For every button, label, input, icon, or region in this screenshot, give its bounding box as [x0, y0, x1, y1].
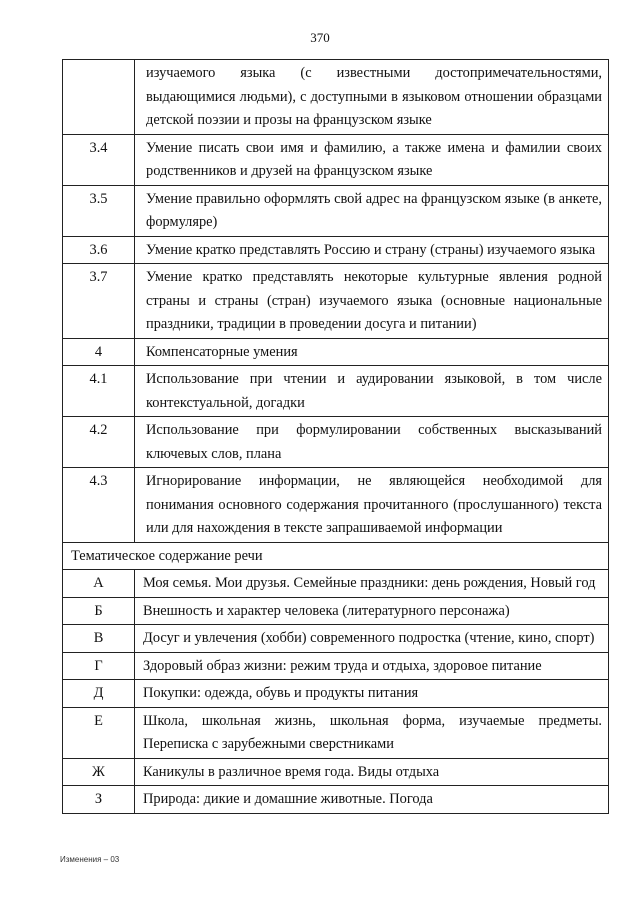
table-row: [63, 758, 609, 786]
row-text: Досуг и увлечения (хобби) современного подростка (чтение, кино, спорт): [135, 625, 609, 653]
table-row: [63, 597, 609, 625]
content-table: [62, 59, 609, 814]
section-row: [63, 542, 609, 570]
row-letter: Г: [63, 652, 135, 680]
row-letter: Д: [63, 680, 135, 708]
table-row: [63, 60, 609, 135]
footer-revision: Изменения – 03: [60, 855, 120, 864]
row-number: 4.2: [63, 417, 135, 468]
row-number: 3.7: [63, 264, 135, 339]
table-row: [63, 417, 609, 468]
row-text: Моя семья. Мои друзья. Семейные праздники: день рождения, Новый год: [135, 570, 609, 598]
table-row: [63, 338, 609, 366]
row-text: Школа, школьная жизнь, школьная форма, изучаемые предметы. Переписка с зарубежными сверстниками: [135, 707, 609, 758]
row-text: Использование при формулировании собственных высказываний ключевых слов, плана: [135, 417, 609, 468]
row-number: [63, 60, 135, 135]
table-row: [63, 134, 609, 185]
row-text: Здоровый образ жизни: режим труда и отдыха, здоровое питание: [135, 652, 609, 680]
row-number: 4.1: [63, 366, 135, 417]
row-letter: В: [63, 625, 135, 653]
row-text: Умение правильно оформлять свой адрес на французском языке (в анкете, формуляре): [135, 185, 609, 236]
row-number: 3.6: [63, 236, 135, 264]
row-letter: Ж: [63, 758, 135, 786]
table-row: [63, 786, 609, 814]
row-number: 4: [63, 338, 135, 366]
row-text: Умение кратко представлять некоторые культурные явления родной страны и страны (стран) изучаемого языка (основные национальные праздники, традиции в проведении досуга и питании): [135, 264, 609, 339]
row-text: Природа: дикие и домашние животные. Погода: [135, 786, 609, 814]
table-row: [63, 680, 609, 708]
row-text: Умение писать свои имя и фамилию, а также имена и фамилии своих родственников и друзей на французском языке: [135, 134, 609, 185]
table-row: [63, 264, 609, 339]
table-row: [63, 625, 609, 653]
row-text: Внешность и характер человека (литературного персонажа): [135, 597, 609, 625]
table-row: [63, 468, 609, 543]
row-text: Использование при чтении и аудировании языковой, в том числе контекстуальной, догадки: [135, 366, 609, 417]
table-row: [63, 652, 609, 680]
section-title: Тематическое содержание речи: [63, 542, 609, 570]
table-row: [63, 707, 609, 758]
row-letter: З: [63, 786, 135, 814]
table-row: [63, 236, 609, 264]
page-number: 370: [310, 30, 330, 45]
row-text: изучаемого языка (с известными достопримечательностями, выдающимися людьми), с доступными в языковом отношении образцами детской поэзии и прозы на французском языке: [135, 60, 609, 135]
table-row: [63, 366, 609, 417]
row-text: Покупки: одежда, обувь и продукты питания: [135, 680, 609, 708]
row-letter: Б: [63, 597, 135, 625]
row-text: Компенсаторные умения: [135, 338, 609, 366]
row-letter: А: [63, 570, 135, 598]
row-text: Умение кратко представлять Россию и страну (страны) изучаемого языка: [135, 236, 609, 264]
row-number: 3.4: [63, 134, 135, 185]
table-row: [63, 185, 609, 236]
table-row: [63, 570, 609, 598]
row-text: Игнорирование информации, не являющейся необходимой для понимания основного содержания прочитанного (прослушанного) текста или для нахождения в тексте запрашиваемой информации: [135, 468, 609, 543]
row-number: 4.3: [63, 468, 135, 543]
row-text: Каникулы в различное время года. Виды отдыха: [135, 758, 609, 786]
row-number: 3.5: [63, 185, 135, 236]
row-letter: Е: [63, 707, 135, 758]
